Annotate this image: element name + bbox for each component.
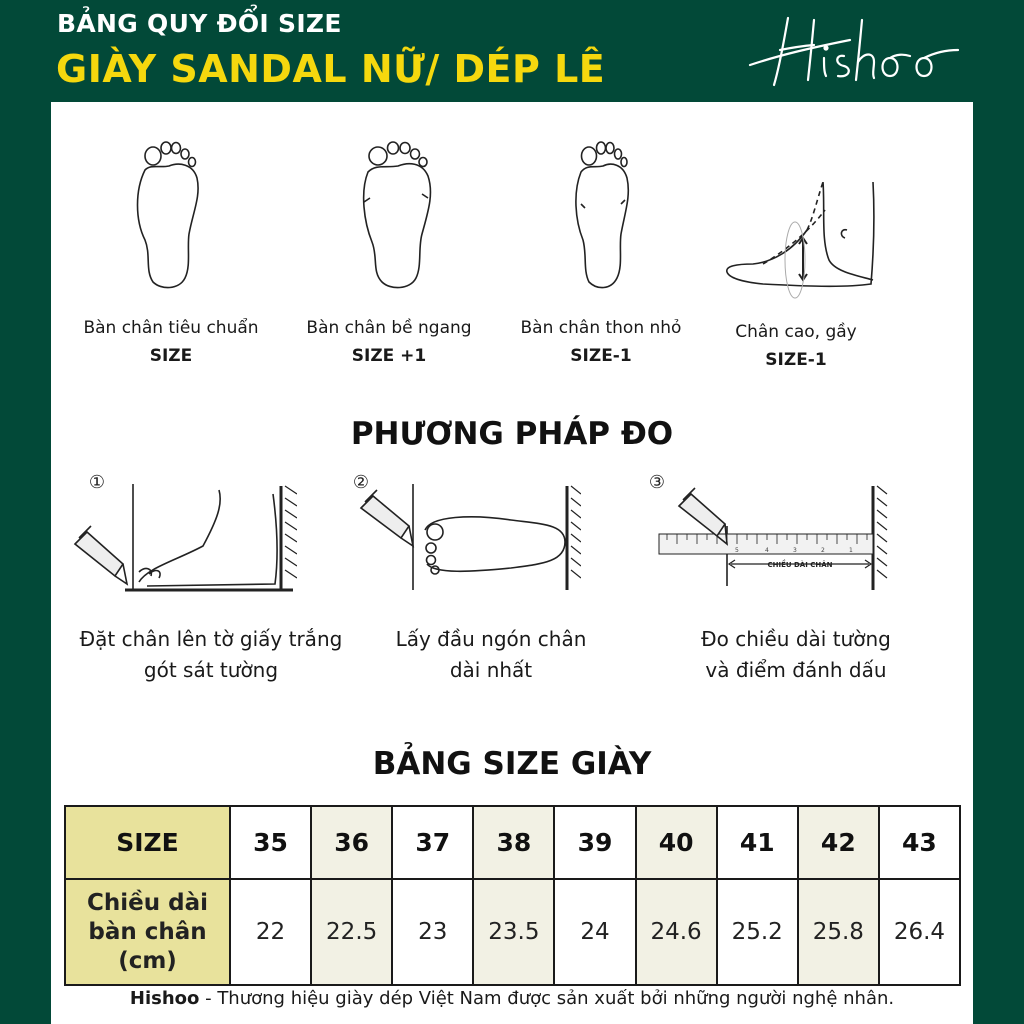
size-table-title: BẢNG SIZE GIÀY xyxy=(372,746,652,782)
foot-type-slim xyxy=(501,314,701,370)
header xyxy=(0,0,1024,102)
length-cell: 23 xyxy=(392,879,473,985)
size-cell: 35 xyxy=(230,806,311,879)
ruler-tick-4: 4 xyxy=(765,547,769,554)
foot-type-label: Chân cao, gầy xyxy=(735,322,857,342)
step-3-line1: Đo chiều dài tường xyxy=(701,627,891,651)
main-panel xyxy=(51,102,973,1024)
header-subtitle: BẢNG QUY ĐỔI SIZE xyxy=(57,9,342,38)
foot-type-size: SIZE +1 xyxy=(351,346,427,366)
length-cell: 23.5 xyxy=(473,879,554,985)
ruler-label: CHIỀU DÀI CHÂN xyxy=(767,561,833,569)
size-row-label: SIZE xyxy=(65,806,230,879)
wide-foot-icon xyxy=(356,130,436,290)
length-row-label xyxy=(65,879,230,985)
size-cell: 36 xyxy=(311,806,392,879)
hishoo-logo xyxy=(740,10,970,90)
length-cell: 24.6 xyxy=(636,879,717,985)
step-2-line1: Lấy đầu ngón chân xyxy=(395,627,587,651)
high-arch-foot-icon xyxy=(723,180,883,304)
method-title: PHƯƠNG PHÁP ĐO xyxy=(350,416,674,452)
footer-brand: Hishoo xyxy=(129,988,200,1009)
foot-type-size: SIZE xyxy=(149,346,193,366)
size-row xyxy=(65,806,960,879)
length-label-line1: Chiều dài xyxy=(87,889,208,916)
step-3-number: ③ xyxy=(648,472,666,493)
length-cell: 22 xyxy=(230,879,311,985)
length-cell: 25.2 xyxy=(717,879,798,985)
ruler-tick-2: 2 xyxy=(821,547,825,554)
foot-type-size: SIZE-1 xyxy=(765,350,827,370)
header-title: GIÀY SANDAL NỮ/ DÉP LÊ xyxy=(56,47,606,91)
step-1-line2: gót sát tường xyxy=(143,658,279,682)
step-2-line2: dài nhất xyxy=(449,658,533,682)
length-label-line2: bàn chân (cm) xyxy=(88,918,207,974)
step-3-illustration xyxy=(637,464,897,604)
standard-foot-icon xyxy=(127,130,207,290)
size-cell: 37 xyxy=(392,806,473,879)
step-2-caption xyxy=(351,624,631,686)
foot-type-label: Bàn chân bề ngang xyxy=(306,318,472,338)
foot-type-label: Bàn chân thon nhỏ xyxy=(520,318,682,338)
size-cell: 43 xyxy=(879,806,960,879)
foot-type-high-arch xyxy=(711,318,881,374)
length-cell: 24 xyxy=(554,879,635,985)
length-row xyxy=(65,879,960,985)
step-1-number: ① xyxy=(88,472,106,493)
foot-type-size: SIZE-1 xyxy=(570,346,632,366)
step-1-line1: Đặt chân lên tờ giấy trắng xyxy=(79,627,343,651)
step-1-illustration xyxy=(67,464,297,604)
ruler-tick-1: 1 xyxy=(849,547,853,554)
foot-type-standard xyxy=(71,314,271,370)
step-3-caption xyxy=(651,624,941,686)
ruler-tick-5: 5 xyxy=(735,547,739,554)
length-cell: 26.4 xyxy=(879,879,960,985)
ruler-tick-3: 3 xyxy=(793,547,797,554)
step-1-caption xyxy=(61,624,361,686)
step-3-line2: và điểm đánh dấu xyxy=(705,658,887,682)
size-cell: 41 xyxy=(717,806,798,879)
size-cell: 40 xyxy=(636,806,717,879)
step-2-illustration xyxy=(351,464,581,604)
footer xyxy=(51,988,973,1009)
footer-text: - Thương hiệu giày dép Việt Nam được sản xuất bởi những người nghệ nhân. xyxy=(199,988,895,1009)
length-cell: 22.5 xyxy=(311,879,392,985)
foot-type-label: Bàn chân tiêu chuẩn xyxy=(83,318,259,338)
foot-type-wide xyxy=(289,314,489,370)
size-cell: 39 xyxy=(554,806,635,879)
size-cell: 38 xyxy=(473,806,554,879)
size-cell: 42 xyxy=(798,806,879,879)
step-2-number: ② xyxy=(352,472,370,493)
size-table xyxy=(64,805,961,986)
length-cell: 25.8 xyxy=(798,879,879,985)
slim-foot-icon xyxy=(561,130,641,290)
